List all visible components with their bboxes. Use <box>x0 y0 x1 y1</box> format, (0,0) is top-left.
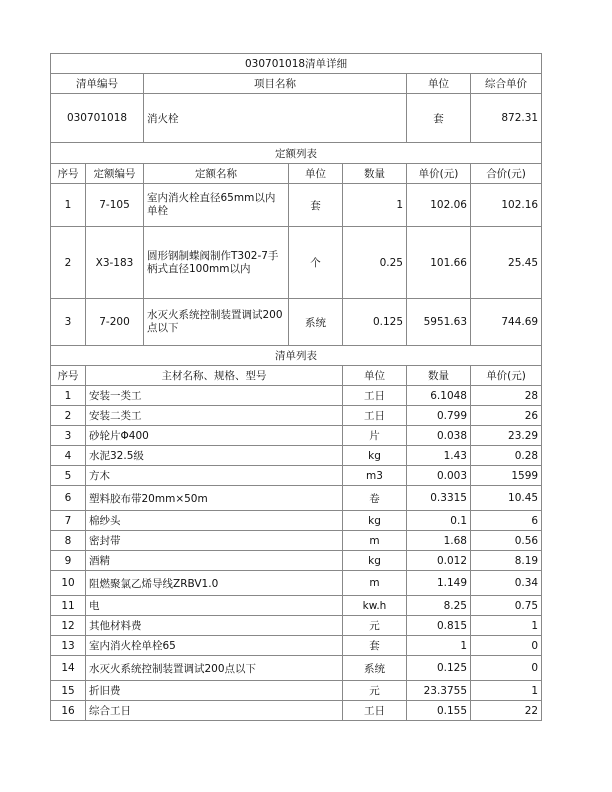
material-name: 其他材料费 <box>86 616 343 636</box>
material-name: 综合工日 <box>86 701 343 721</box>
material-qty: 1.68 <box>407 531 471 551</box>
material-row <box>51 511 542 531</box>
materials-col-name: 主材名称、规格、型号 <box>86 366 343 386</box>
material-name: 方木 <box>86 466 343 486</box>
material-no: 1 <box>51 386 86 406</box>
material-name: 阻燃聚氯乙烯导线ZRBV1.0 <box>86 571 343 596</box>
material-no: 11 <box>51 596 86 616</box>
material-price: 1599 <box>471 466 542 486</box>
material-name: 水泥32.5级 <box>86 446 343 466</box>
material-unit: 系统 <box>343 656 407 681</box>
unit-header: 单位 <box>407 74 471 94</box>
item-unit: 套 <box>407 94 471 143</box>
material-no: 16 <box>51 701 86 721</box>
quota-no: 3 <box>51 299 86 346</box>
material-unit: m3 <box>343 466 407 486</box>
quota-col-unit: 单位 <box>289 164 343 184</box>
material-unit: 片 <box>343 426 407 446</box>
material-qty: 0.012 <box>407 551 471 571</box>
material-price: 0.28 <box>471 446 542 466</box>
material-name: 密封带 <box>86 531 343 551</box>
material-unit: kg <box>343 446 407 466</box>
quota-row <box>51 227 542 299</box>
material-row <box>51 616 542 636</box>
quota-qty: 0.25 <box>343 227 407 299</box>
material-qty: 1.149 <box>407 571 471 596</box>
material-unit: 工日 <box>343 406 407 426</box>
quota-col-total: 合价(元) <box>471 164 542 184</box>
material-name: 棉纱头 <box>86 511 343 531</box>
material-unit: 工日 <box>343 386 407 406</box>
quota-no: 2 <box>51 227 86 299</box>
material-name: 室内消火栓单栓65 <box>86 636 343 656</box>
material-name: 折旧费 <box>86 681 343 701</box>
material-unit: 卷 <box>343 486 407 511</box>
material-no: 13 <box>51 636 86 656</box>
material-name: 安装一类工 <box>86 386 343 406</box>
quota-code: 7-105 <box>86 184 144 227</box>
material-row <box>51 486 542 511</box>
quota-col-qty: 数量 <box>343 164 407 184</box>
material-unit: 元 <box>343 681 407 701</box>
material-row <box>51 636 542 656</box>
material-name: 酒精 <box>86 551 343 571</box>
material-row <box>51 681 542 701</box>
material-price: 1 <box>471 681 542 701</box>
item-price: 872.31 <box>471 94 542 143</box>
material-row <box>51 531 542 551</box>
material-price: 0 <box>471 656 542 681</box>
quota-qty: 1 <box>343 184 407 227</box>
material-unit: 元 <box>343 616 407 636</box>
material-qty: 0.815 <box>407 616 471 636</box>
bill-detail-table <box>50 53 542 721</box>
quota-total: 744.69 <box>471 299 542 346</box>
material-price: 0 <box>471 636 542 656</box>
quota-qty: 0.125 <box>343 299 407 346</box>
material-price: 26 <box>471 406 542 426</box>
material-no: 8 <box>51 531 86 551</box>
name-header: 项目名称 <box>144 74 407 94</box>
quota-row <box>51 299 542 346</box>
code-header: 清单编号 <box>51 74 144 94</box>
price-header: 综合单价 <box>471 74 542 94</box>
material-row <box>51 386 542 406</box>
quota-no: 1 <box>51 184 86 227</box>
material-row <box>51 466 542 486</box>
quota-col-name: 定额名称 <box>144 164 289 184</box>
materials-col-unit: 单位 <box>343 366 407 386</box>
material-no: 12 <box>51 616 86 636</box>
material-name: 安装二类工 <box>86 406 343 426</box>
quota-total: 25.45 <box>471 227 542 299</box>
material-unit: kg <box>343 551 407 571</box>
material-qty: 1 <box>407 636 471 656</box>
material-row <box>51 656 542 681</box>
item-name: 消火栓 <box>144 94 407 143</box>
material-price: 0.56 <box>471 531 542 551</box>
material-no: 2 <box>51 406 86 426</box>
material-unit: kg <box>343 511 407 531</box>
table-title: 030701018清单详细 <box>51 54 542 74</box>
material-qty: 0.155 <box>407 701 471 721</box>
material-price: 22 <box>471 701 542 721</box>
material-qty: 8.25 <box>407 596 471 616</box>
quota-unit: 套 <box>289 184 343 227</box>
material-name: 塑料胶布带20mm×50m <box>86 486 343 511</box>
quota-price: 5951.63 <box>407 299 471 346</box>
material-price: 28 <box>471 386 542 406</box>
material-price: 0.75 <box>471 596 542 616</box>
material-qty: 0.003 <box>407 466 471 486</box>
material-price: 6 <box>471 511 542 531</box>
material-unit: 套 <box>343 636 407 656</box>
material-unit: kw.h <box>343 596 407 616</box>
quota-unit: 系统 <box>289 299 343 346</box>
material-price: 23.29 <box>471 426 542 446</box>
material-price: 1 <box>471 616 542 636</box>
quota-name: 室内消火栓直径65mm以内单栓 <box>144 184 289 227</box>
material-no: 6 <box>51 486 86 511</box>
material-row <box>51 426 542 446</box>
quota-code: 7-200 <box>86 299 144 346</box>
material-no: 3 <box>51 426 86 446</box>
material-qty: 6.1048 <box>407 386 471 406</box>
material-qty: 0.1 <box>407 511 471 531</box>
materials-section-title: 清单列表 <box>51 346 542 366</box>
materials-col-price: 单价(元) <box>471 366 542 386</box>
material-no: 7 <box>51 511 86 531</box>
quota-unit: 个 <box>289 227 343 299</box>
material-qty: 23.3755 <box>407 681 471 701</box>
material-price: 8.19 <box>471 551 542 571</box>
material-unit: m <box>343 571 407 596</box>
quota-code: X3-183 <box>86 227 144 299</box>
material-row <box>51 571 542 596</box>
material-qty: 1.43 <box>407 446 471 466</box>
material-price: 10.45 <box>471 486 542 511</box>
material-no: 5 <box>51 466 86 486</box>
material-price: 0.34 <box>471 571 542 596</box>
material-unit: 工日 <box>343 701 407 721</box>
material-row <box>51 406 542 426</box>
materials-header-row <box>51 366 542 386</box>
material-row <box>51 701 542 721</box>
material-no: 14 <box>51 656 86 681</box>
quota-col-code: 定额编号 <box>86 164 144 184</box>
quota-price: 101.66 <box>407 227 471 299</box>
materials-col-qty: 数量 <box>407 366 471 386</box>
quota-name: 水灭火系统控制装置调试200点以下 <box>144 299 289 346</box>
quota-price: 102.06 <box>407 184 471 227</box>
material-no: 4 <box>51 446 86 466</box>
item-code: 030701018 <box>51 94 144 143</box>
material-no: 10 <box>51 571 86 596</box>
material-name: 砂轮片Φ400 <box>86 426 343 446</box>
material-no: 9 <box>51 551 86 571</box>
material-unit: m <box>343 531 407 551</box>
material-qty: 0.038 <box>407 426 471 446</box>
material-qty: 0.799 <box>407 406 471 426</box>
quota-total: 102.16 <box>471 184 542 227</box>
quota-name: 圆形钢制蝶阀制作T302-7手柄式直径100mm以内 <box>144 227 289 299</box>
quota-col-no: 序号 <box>51 164 86 184</box>
quota-section-title: 定额列表 <box>51 143 542 164</box>
material-qty: 0.125 <box>407 656 471 681</box>
material-name: 水灭火系统控制装置调试200点以下 <box>86 656 343 681</box>
quota-row <box>51 184 542 227</box>
material-qty: 0.3315 <box>407 486 471 511</box>
material-row <box>51 446 542 466</box>
material-name: 电 <box>86 596 343 616</box>
material-row <box>51 596 542 616</box>
quota-col-price: 单价(元) <box>407 164 471 184</box>
material-row <box>51 551 542 571</box>
material-no: 15 <box>51 681 86 701</box>
quota-header-row <box>51 164 542 184</box>
materials-col-no: 序号 <box>51 366 86 386</box>
